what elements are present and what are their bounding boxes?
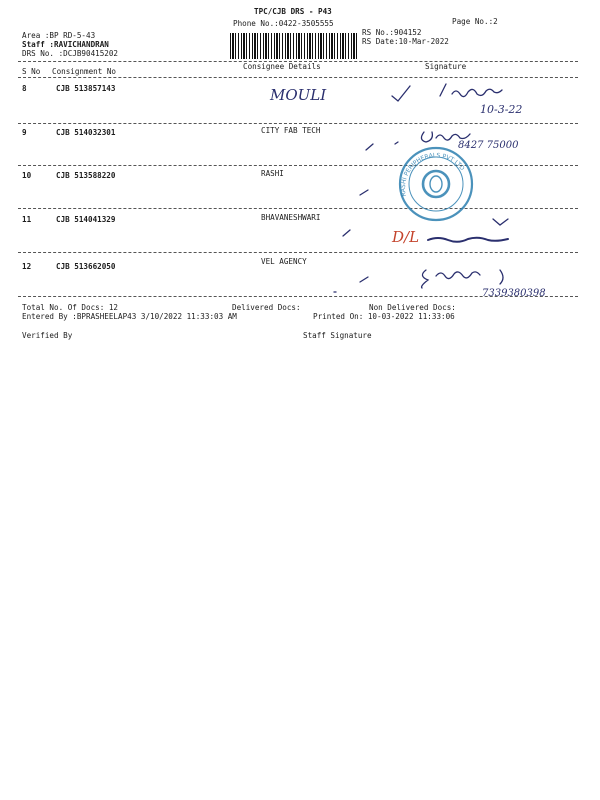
printed-on: Printed On: 10-03-2022 11:33:06 xyxy=(313,312,455,321)
tick-mark xyxy=(343,230,350,236)
drs-number: DRS No. :DCJB90415202 xyxy=(22,49,119,58)
row-sno: 9 xyxy=(22,128,27,137)
non-delivered-docs: Non Delivered Docs: xyxy=(369,303,456,312)
total-docs: Total No. Of Docs: 12 xyxy=(22,303,119,312)
rs-date: RS Date:10-Mar-2022 xyxy=(362,37,449,46)
handwritten-dl-mark: D/L xyxy=(392,228,420,246)
staff-signature-label: Staff Signature xyxy=(303,331,372,340)
row-consignment: CJB 514041329 xyxy=(56,215,116,224)
row-consignment: CJB 513857143 xyxy=(56,84,116,93)
verified-by-label: Verified By xyxy=(22,331,73,340)
document-title: TPC/CJB DRS - P43 xyxy=(254,7,332,16)
tick-mark xyxy=(392,86,410,101)
entered-by: Entered By :BPRASHEELAP43 3/10/2022 11:33:03 AM xyxy=(22,312,237,321)
stamp-text: RASHI PERIPHERALS PVT LTD xyxy=(399,152,466,198)
row-consignee: CITY FAB TECH xyxy=(261,126,321,135)
row-sno: 8 xyxy=(22,84,27,93)
staff-name: Staff :RAVICHANDRAN xyxy=(22,40,109,49)
col-header-consignment: Consignment No xyxy=(52,67,117,76)
tick-mark xyxy=(366,144,373,150)
stray-mark xyxy=(395,142,398,144)
col-header-consignee: Consignee Details xyxy=(243,62,321,71)
signature-scribble xyxy=(440,84,502,97)
row-sno: 10 xyxy=(22,171,32,180)
row-consignment: CJB 514032301 xyxy=(56,128,116,137)
row-sno: 12 xyxy=(22,262,32,271)
strikethrough-scribble xyxy=(428,238,508,242)
row-consignee: VEL AGENCY xyxy=(261,257,307,266)
handwritten-date: 10-3-22 xyxy=(480,103,523,116)
row-consignee: BHAVANESHWARI xyxy=(261,213,321,222)
delivered-docs: Delivered Docs: xyxy=(232,303,301,312)
tick-mark xyxy=(360,277,368,282)
row-sno: 11 xyxy=(22,215,32,224)
page-number: Page No.:2 xyxy=(452,17,498,26)
handwritten-phone: 7339380398 xyxy=(482,288,546,299)
signature-scribble xyxy=(422,270,503,288)
row-consignment: CJB 513662050 xyxy=(56,262,116,271)
row-consignment: CJB 513588220 xyxy=(56,171,116,180)
col-header-sno: S No xyxy=(22,67,41,76)
col-header-signature: Signature xyxy=(425,62,467,71)
signature-scribble xyxy=(493,219,508,225)
rs-number: RS No.:904152 xyxy=(362,28,422,37)
phone-number: Phone No.:0422-3505555 xyxy=(233,19,334,28)
handwritten-consignee: MOULI xyxy=(270,86,327,104)
tick-mark xyxy=(360,190,368,195)
handwritten-phone: 8427 75000 xyxy=(458,140,519,151)
signature-scribble xyxy=(421,132,470,142)
row-consignee: RASHI xyxy=(261,169,284,178)
area-code: Area :BP RD-5-43 xyxy=(22,31,96,40)
